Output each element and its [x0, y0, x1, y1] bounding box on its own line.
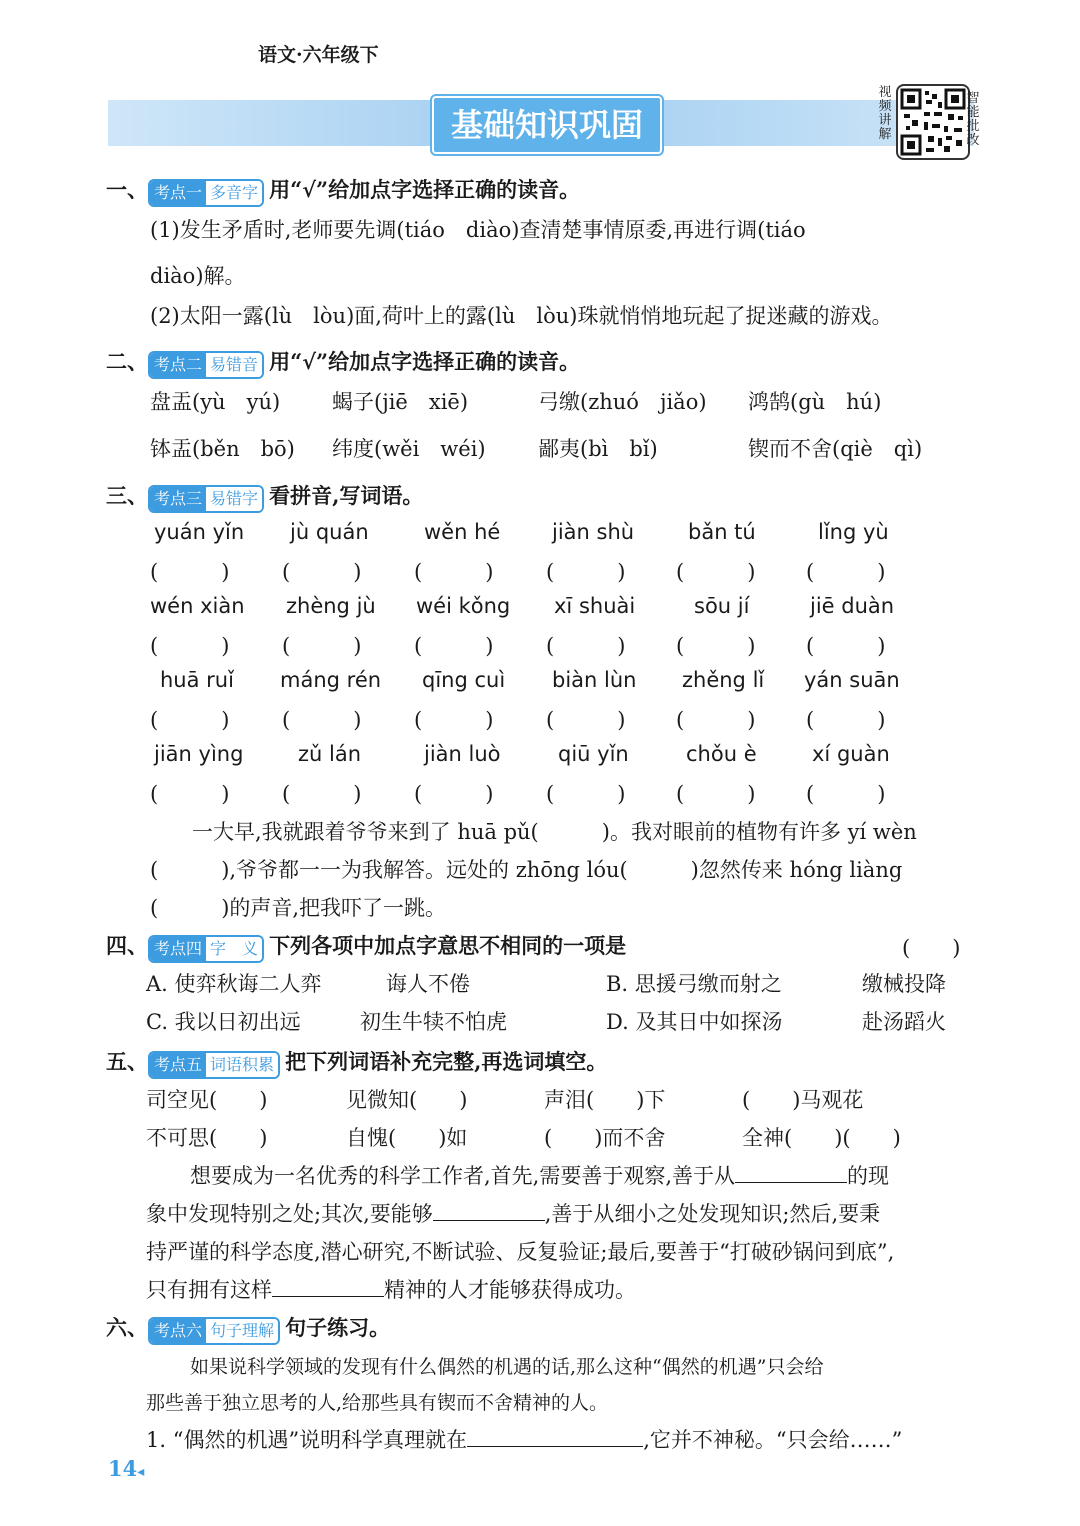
- answer-box[interactable]: ( ): [150, 634, 230, 658]
- section-number: 六、: [106, 1315, 148, 1340]
- section-number: 三、: [106, 483, 148, 508]
- section-instruction: 看拼音,写词语。: [269, 483, 424, 508]
- s5-paragraph-line-2: 象中发现特别之处;其次,要能够 ,善于从细小之处发现知识;然后,要秉: [146, 1202, 881, 1226]
- section-number: 一、: [106, 177, 148, 202]
- answer-box[interactable]: ( ): [676, 708, 756, 732]
- knowledge-tag: 考点三 易错字: [148, 485, 264, 513]
- section-instruction: 把下列词语补充完整,再选词填空。: [285, 1049, 608, 1074]
- pinyin-cell: jiē duàn: [810, 594, 895, 618]
- answer-box[interactable]: ( ): [414, 634, 494, 658]
- answer-box[interactable]: ( ): [414, 560, 494, 584]
- option-a-word: 诲人不倦: [386, 972, 470, 996]
- option-c-word: 初生牛犊不怕虎: [360, 1010, 507, 1034]
- knowledge-tag: 考点四 字 义: [148, 935, 264, 963]
- section-6-heading: [106, 1312, 390, 1345]
- answer-box[interactable]: ( ): [676, 560, 756, 584]
- pinyin-cell: yuán yǐn: [154, 520, 245, 544]
- pinyin-cell: zǔ lán: [298, 742, 362, 766]
- pinyin-cell: xī shuài: [554, 594, 636, 618]
- qr-caption-right: 智能批改: [966, 91, 980, 148]
- answer-box[interactable]: ( ): [414, 782, 494, 806]
- idiom-blank[interactable]: 自愧( )如: [346, 1126, 468, 1150]
- option-b[interactable]: B. 思援弓缴而射之: [606, 972, 782, 996]
- page-number: 14◂: [108, 1456, 145, 1481]
- section-number: 四、: [106, 933, 148, 958]
- section-2-heading: [106, 346, 580, 379]
- s3-paragraph-line-3: ( )的声音,把我吓了一跳。: [150, 896, 447, 920]
- option-d[interactable]: D. 及其日中如探汤: [606, 1010, 783, 1034]
- s2-item: 盘盂(yù yú): [150, 390, 281, 414]
- answer-box[interactable]: ( ): [806, 634, 886, 658]
- knowledge-tag: 考点二 易错音: [148, 351, 264, 379]
- idiom-blank[interactable]: ( )马观花: [742, 1088, 864, 1112]
- answer-box[interactable]: ( ): [282, 708, 362, 732]
- s1-line-2: diào)解。: [150, 264, 246, 288]
- option-a[interactable]: A. 使弈秋诲二人弈: [146, 972, 322, 996]
- fill-blank[interactable]: [272, 1276, 384, 1297]
- s2-item: 钵盂(běn bō): [150, 437, 295, 461]
- idiom-blank[interactable]: 司空见( ): [146, 1088, 268, 1112]
- s6-quote-line-2: 那些善于独立思考的人,给那些具有锲而不舍精神的人。: [146, 1392, 609, 1414]
- pinyin-cell: bǎn tú: [688, 520, 756, 544]
- option-c[interactable]: C. 我以日初出远: [146, 1010, 301, 1034]
- answer-box[interactable]: ( ): [546, 560, 626, 584]
- book-header: 语文·六年级下: [258, 44, 379, 66]
- answer-box[interactable]: ( ): [282, 634, 362, 658]
- pinyin-cell: qīng cuì: [422, 668, 506, 692]
- pinyin-cell: sōu jí: [694, 594, 750, 618]
- pinyin-cell: wěn hé: [424, 520, 501, 544]
- s5-paragraph-line-3: 持严谨的科学态度,潜心研究,不断试验、反复验证;最后,要善于“打破砂锅问到底”,: [146, 1240, 895, 1264]
- pinyin-cell: máng rén: [280, 668, 382, 692]
- answer-box[interactable]: ( ): [806, 708, 886, 732]
- s2-item: 弓缴(zhuó jiǎo): [538, 390, 707, 414]
- option-d-word: 赴汤蹈火: [862, 1010, 946, 1034]
- answer-box[interactable]: ( ): [676, 634, 756, 658]
- pinyin-cell: zhěng lǐ: [682, 668, 765, 692]
- idiom-blank[interactable]: 声泪( )下: [544, 1088, 666, 1112]
- section-number: 五、: [106, 1049, 148, 1074]
- s1-line-3: (2)太阳一露(lù lòu)面,荷叶上的露(lù lòu)珠就悄悄地玩起了捉迷藏的游戏。: [150, 304, 893, 328]
- idiom-blank[interactable]: ( )而不舍: [544, 1126, 666, 1150]
- option-b-word: 缴械投降: [862, 972, 946, 996]
- pinyin-cell: jù quán: [290, 520, 369, 544]
- pinyin-cell: chǒu è: [686, 742, 757, 766]
- pinyin-cell: huā ruǐ: [160, 668, 234, 692]
- answer-box[interactable]: ( ): [150, 708, 230, 732]
- answer-box[interactable]: ( ): [546, 634, 626, 658]
- pinyin-cell: wéi kǒng: [416, 594, 511, 618]
- section-instruction: 用“√”给加点字选择正确的读音。: [269, 177, 581, 202]
- qr-caption-left: 视频讲解: [878, 85, 892, 142]
- answer-box[interactable]: ( ): [150, 560, 230, 584]
- section-4-heading: [106, 930, 626, 963]
- section-number: 二、: [106, 349, 148, 374]
- answer-box[interactable]: ( ): [806, 782, 886, 806]
- idiom-blank[interactable]: 见微知( ): [346, 1088, 468, 1112]
- section-5-heading: [106, 1046, 607, 1079]
- answer-box[interactable]: ( ): [150, 782, 230, 806]
- s2-item: 蝎子(jiē xiē): [332, 390, 469, 414]
- pinyin-cell: zhèng jù: [286, 594, 376, 618]
- s3-paragraph-line-2: ( ),爷爷都一一为我解答。远处的 zhōng lóu( )忽然传来 hóng liàng: [150, 858, 903, 882]
- section-instruction: 用“√”给加点字选择正确的读音。: [269, 349, 581, 374]
- fill-blank[interactable]: [735, 1162, 847, 1183]
- s1-line-1: (1)发生矛盾时,老师要先调(tiáo diào)查清楚事情原委,再进行调(tiáo: [150, 218, 806, 242]
- pinyin-cell: biàn lùn: [552, 668, 637, 692]
- answer-box[interactable]: ( ): [414, 708, 494, 732]
- answer-box[interactable]: ( ): [676, 782, 756, 806]
- pinyin-cell: yán suān: [804, 668, 900, 692]
- fill-blank[interactable]: [433, 1200, 545, 1221]
- answer-box[interactable]: ( ): [806, 560, 886, 584]
- section-instruction: 下列各项中加点字意思不相同的一项是: [269, 933, 627, 958]
- answer-box[interactable]: ( ): [282, 560, 362, 584]
- pinyin-cell: jiàn shù: [552, 520, 635, 544]
- answer-box[interactable]: ( ): [282, 782, 362, 806]
- s2-item: 锲而不舍(qiè qì): [748, 437, 923, 461]
- s2-item: 鄙夷(bì bǐ): [538, 437, 658, 461]
- fill-blank[interactable]: [467, 1426, 643, 1447]
- s3-paragraph-line-1: 一大早,我就跟着爷爷来到了 huā pǔ( )。我对眼前的植物有许多 yí wèn: [192, 820, 917, 844]
- section-instruction: 句子练习。: [285, 1315, 391, 1340]
- answer-bracket[interactable]: ( ): [902, 936, 961, 960]
- answer-box[interactable]: ( ): [546, 708, 626, 732]
- s2-item: 鸿鹄(gù hú): [748, 390, 882, 414]
- answer-box[interactable]: ( ): [546, 782, 626, 806]
- s6-question-1: 1. “偶然的机遇”说明科学真理就在 ,它并不神秘。“只会给……”: [146, 1428, 903, 1452]
- knowledge-tag: 考点六 句子理解: [148, 1317, 280, 1345]
- pinyin-cell: qiū yǐn: [558, 742, 629, 766]
- section-banner-title: 基础知识巩固: [432, 96, 662, 154]
- s5-paragraph-line-4: 只有拥有这样 精神的人才能够获得成功。: [146, 1278, 636, 1302]
- s2-item: 纬度(wěi wéi): [332, 437, 486, 461]
- section-1-heading: [106, 174, 580, 207]
- idiom-blank[interactable]: 全神( )( ): [742, 1126, 901, 1150]
- s6-quote-line-1: 如果说科学领域的发现有什么偶然的机遇的话,那么这种“偶然的机遇”只会给: [190, 1356, 824, 1378]
- pinyin-cell: wén xiàn: [150, 594, 245, 618]
- pinyin-cell: xí guàn: [812, 742, 890, 766]
- s5-paragraph-line-1: 想要成为一名优秀的科学工作者,首先,需要善于观察,善于从 的现: [190, 1164, 890, 1188]
- section-3-heading: [106, 480, 423, 513]
- idiom-blank[interactable]: 不可思( ): [146, 1126, 268, 1150]
- knowledge-tag: 考点一 多音字: [148, 179, 264, 207]
- qr-code-icon[interactable]: [896, 84, 970, 160]
- pinyin-cell: jiān yìng: [154, 742, 244, 766]
- knowledge-tag: 考点五 词语积累: [148, 1051, 280, 1079]
- pinyin-cell: lǐng yù: [818, 520, 889, 544]
- pinyin-cell: jiàn luò: [424, 742, 501, 766]
